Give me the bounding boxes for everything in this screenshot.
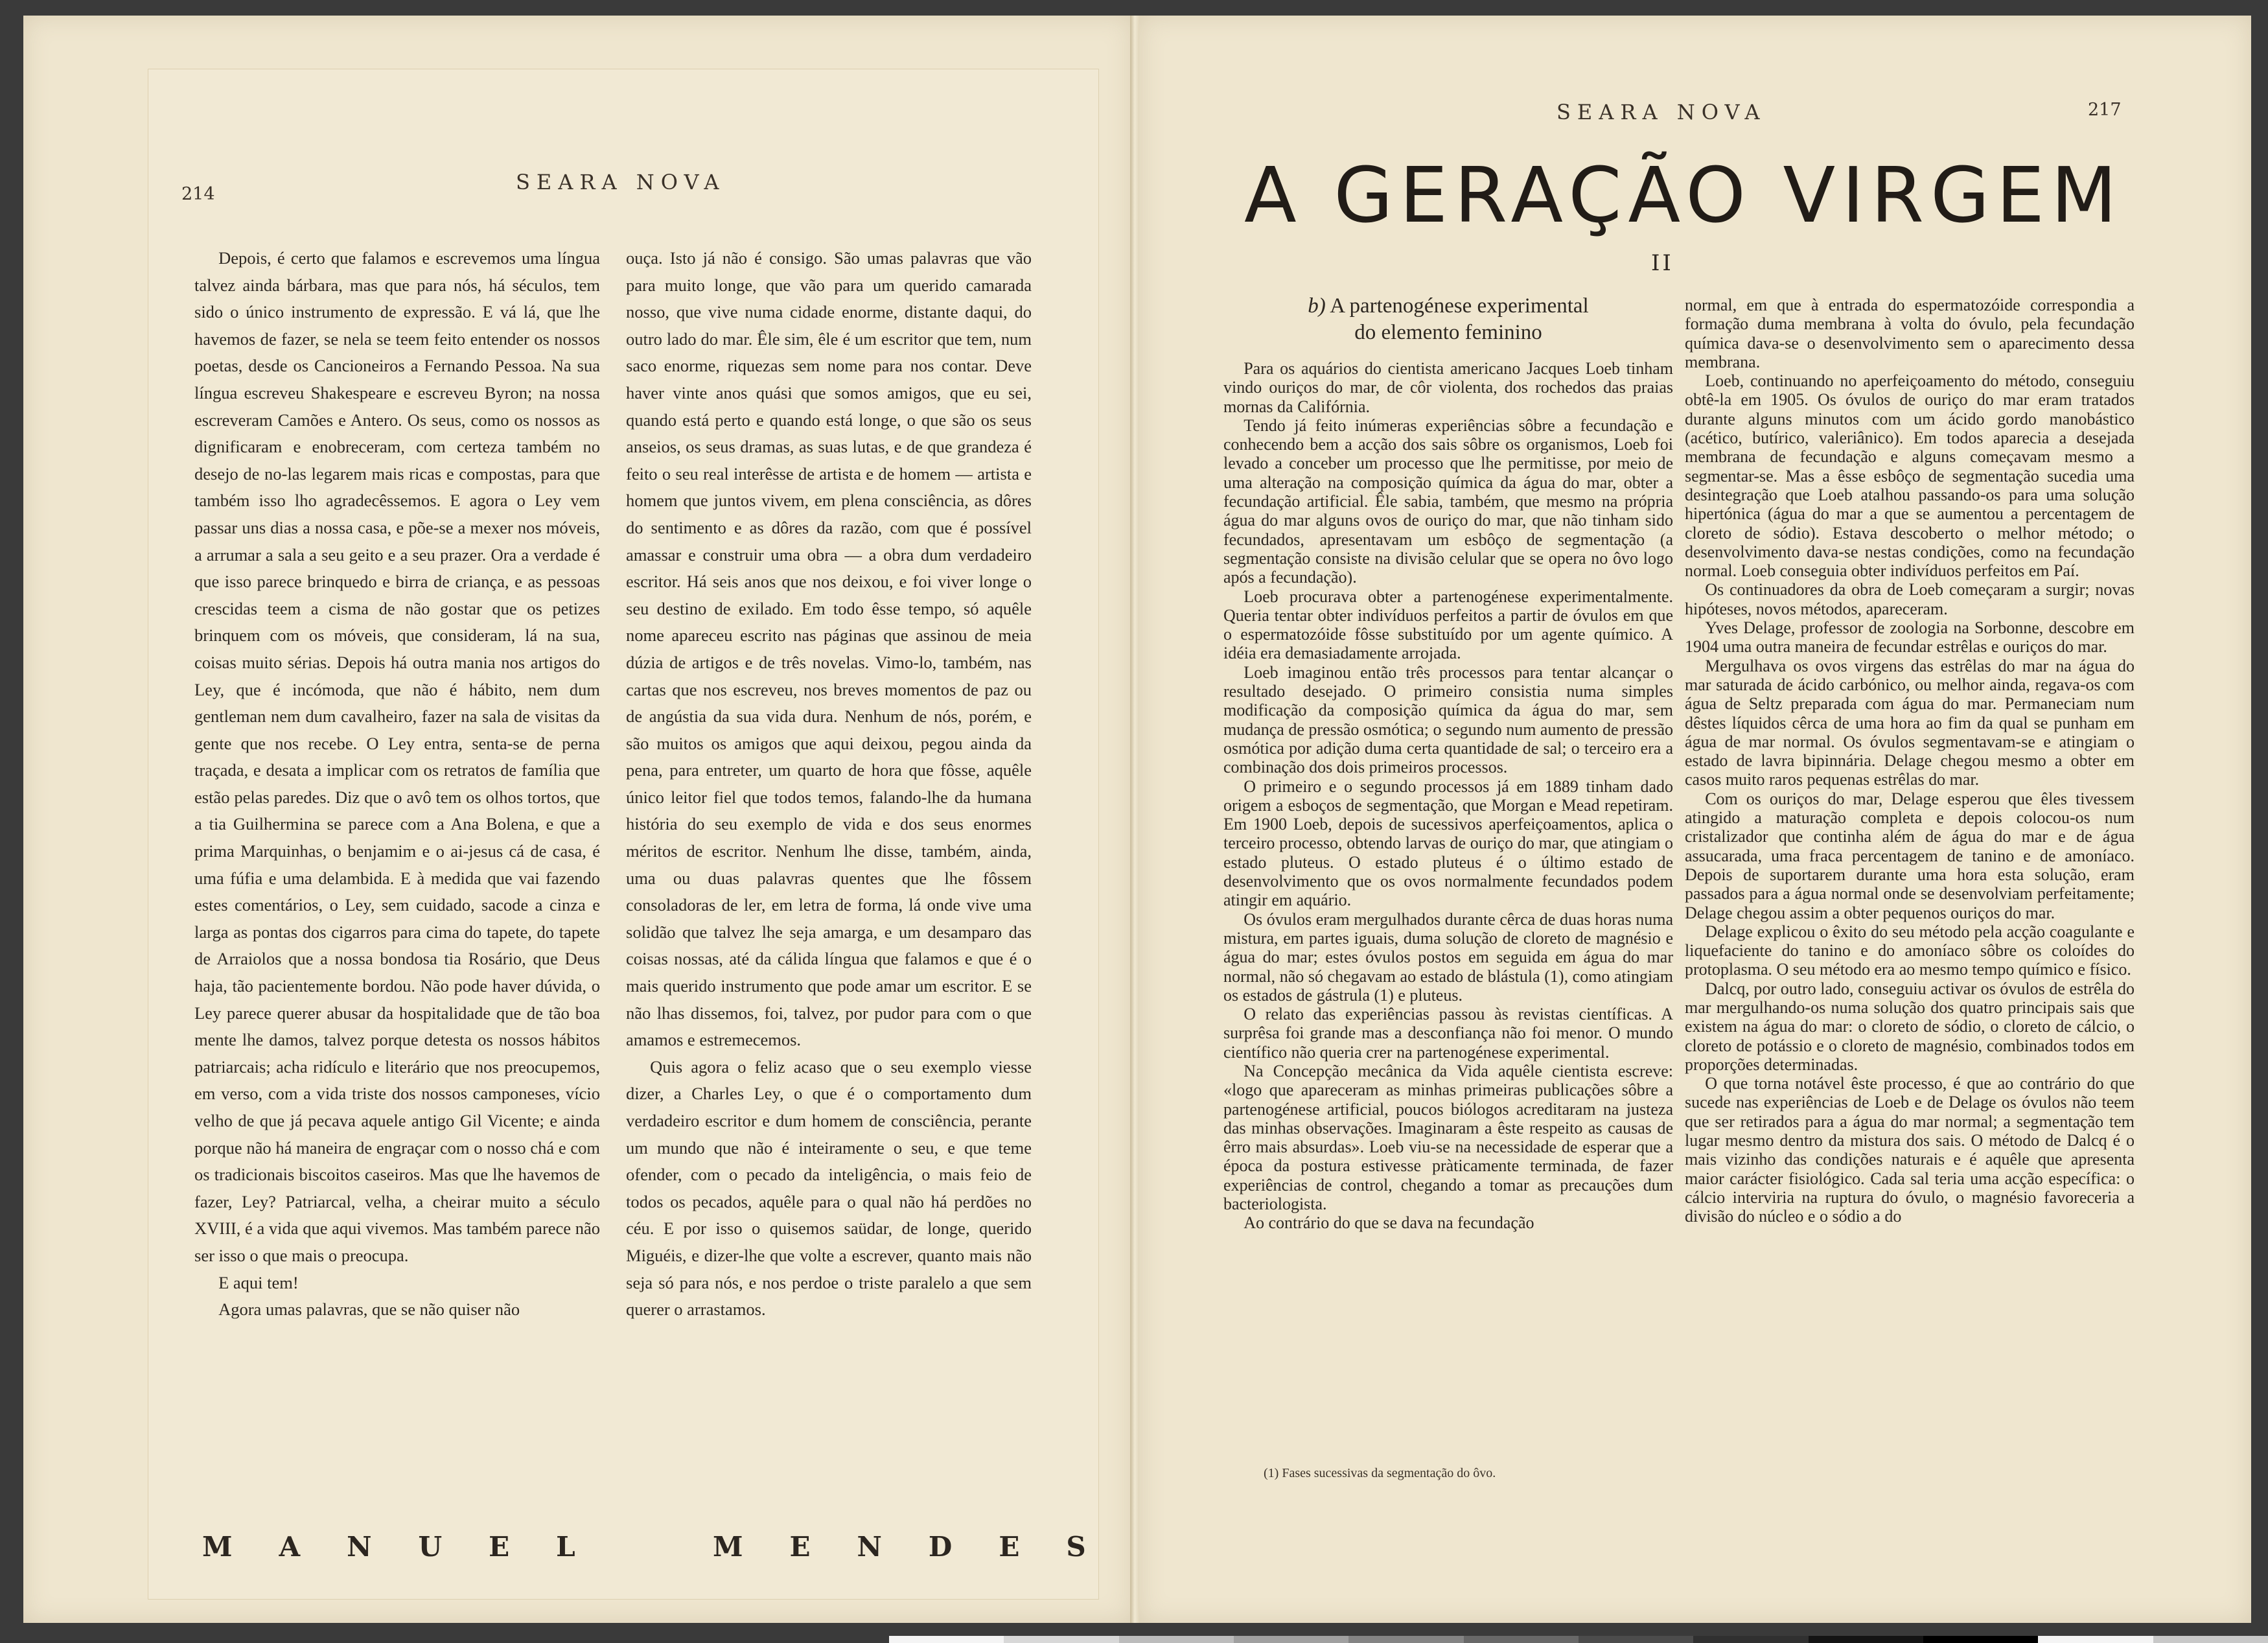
left-column-2 [626, 245, 1032, 1323]
paragraph: Yves Delage, professor de zoologia na Sorbonne, descobre em 1904 uma outra maneira de fecundar estrêlas e ouriços do mar. [1685, 618, 2135, 657]
paragraph: Os óvulos eram mergulhados durante cêrca de duas horas numa mistura, em partes iguais, duma solução de cloreto de magnésio e água do mar; estes óvulos postos em seguida em água do mar normal, não só chegavam ao estado de blástula (1), como atingiam os estados de gástrula (1) e pluteus. [1223, 909, 1673, 1005]
left-running-head: SEARA NOVA [516, 170, 726, 194]
paragraph: Dalcq, por outro lado, conseguiu activar os óvulos de estrêla do mar mergulhando-os numa solução dos quatro principais sais que existem na água do mar: o cloreto de sódio, o cloreto de cálcio, o cloreto de potássio e o cloreto de magnésio, combinados todos em proporções determinadas. [1685, 979, 2135, 1074]
paragraph: normal, em que à entrada do espermatozóide correspondia a formação duma membrana à volta do óvulo, pela fecundação química dava-se o desenvolvimento sem o aparecimento dessa membrana. [1685, 296, 2135, 371]
section-heading-line-1: A partenogénese experimental [1330, 294, 1589, 318]
paragraph: Mergulhava os ovos virgens das estrêlas do mar na água do mar saturada de ácido carbónico, ou melhor ainda, regava-os com água de Seltz preparada com água do mar. Permaneciam num dêstes líquidos cêrca de uma hora ao fim da qual se punham em água de mar normal. Os óvulos segmentavam-se e atingiam o estado de lavra bipinnária. Delage chegou mesmo a obter em casos muito raros pequenas estrêlas do mar. [1685, 656, 2135, 789]
article-title: A GERAÇÃO VIRGEM [1244, 150, 2123, 240]
paragraph: Loeb, continuando no aperfeiçoamento do método, conseguiu obtê-la em 1905. Os óvulos de ouriço do mar eram tratados durante alguns minutos com um ácido gordo manobástico (acético, butírico, valeriânico). Em todos aparecia a desejada membrana de fecundação e alguns começavam mesmo a segmentar-se. Mas a êsse esbôço de segmentação sucedia uma desintegração que Loeb atalhou passando-os para uma solução hipertónica (água do mar a que se aumentou a percentagem de cloreto de sódio). Estava descoberto o melhor método; o desenvolvimento dava-se nestas condições, como na fecundação normal. Loeb conseguia obter indivíduos perfeitos em Paí. [1685, 371, 2135, 581]
paragraph: O que torna notável êste processo, é que ao contrário do que sucede nas experiências de Loeb e de Delage os óvulos não teem que ser retirados para a água do mar normal; a segmentação tem lugar mesmo dentro da mistura dos sais. O método de Dalcq é o mais vizinho das condições naturais e é aquêle que apresenta maior carácter fisiológico. Cada sal teria uma acção específica: o cálcio interviria na ruptura do óvulo, o magnésio favoreceria a divisão do núcleo e o sódio a do [1685, 1074, 2135, 1226]
signature-first-name: MANUEL [202, 1531, 622, 1563]
signature-last-name: MENDES [713, 1531, 1133, 1563]
paragraph: O relato das experiências passou às revistas científicas. A surprêsa foi grande mas a desconfiança não foi menor. O mundo científico não queria crer na partenogénese experimental. [1223, 1005, 1673, 1062]
right-column-1 [1223, 293, 1673, 1233]
paragraph: O primeiro e o segundo processos já em 1889 tinham dado origem a esboços de segmentação, que Morgan e Mead repetiram. Em 1900 Loeb, depois de sucessivos aperfeiçoamentos, aplica o terceiro processo, obtendo larvas de ouriço do mar, que atingiam o estado pluteus. O estado pluteus é o último estado de desenvolvimento que os ovos normalmente fecundados podem atingir em aquário. [1223, 776, 1673, 910]
paragraph: Quis agora o feliz acaso que o seu exemplo viesse dizer, a Charles Ley, o que é o comportamento dum verdadeiro escritor e dum homem de consciência, perante um mundo que não é inteiramente o seu, e que teme ofender, com o pecado da inteligência, o mais feio de todos os pecados, aquêle para o qual não há perdões no céu. E por isso o quisemos saüdar, de longe, querido Miguéis, e dizer-lhe que volte a escrever, quanto mais não seja só para nós, e nos perdoe o triste paralelo a que sem querer o arrastamos. [626, 1056, 1032, 1320]
right-running-head: SEARA NOVA [1556, 100, 1766, 124]
paragraph: Para os aquários do cientista americano Jacques Loeb tinham vindo ouriços do mar, de côr violenta, dos rochedos das praias mornas da Califórnia. [1223, 359, 1673, 416]
paragraph: Loeb imaginou então três processos para tentar alcançar o resultado desejado. O primeiro consistia numa simples modificação da composição química da água do mar, sem mudança de pressão osmótica; o segundo num aumento de pressão osmótica por adição duma certa quantidade de sal; o terceiro era a combinação dos dois primeiros processos. [1223, 662, 1673, 777]
paragraph: Ao contrário do que se dava na fecundação [1244, 1213, 1534, 1233]
paragraph: Agora umas palavras, que se não quiser não [218, 1299, 520, 1320]
color-calibration-strip [889, 1636, 2268, 1643]
paragraph: ouça. Isto já não é consigo. São umas palavras que vão para muito longe, que vão para um querido camarada nosso, que vive numa cidade enorme, distante daqui, do outro lado do mar. Êle sim, êle é um escritor que tem, num saco enorme, riquezas sem nome para nos contar. Deve haver vinte anos quási que somos amigos, que eu sei, quando está perto e quando está longe, o que são os seus anseios, os seus dramas, as suas lutas, e de que grandeza é feito o seu real interêsse de artista e de homem — artista e homem que juntos vivem, em plena consciência, as dôres do sentimento e as dôres da razão, com que é possível amassar e construir uma obra — a obra dum verdadeiro escritor. Há seis anos que nos deixou, e foi viver longe o seu destino de exilado. Em todo êsse tempo, só aquêle nome apareceu escrito nas páginas que assinou de meia dúzia de artigos e de três novelas. Vimo-lo, também, nas cartas que nos escreveu, nos breves momentos de paz ou de angústia da sua vida dura. Nenhum de nós, porém, e são muitos os amigos que aqui deixou, pegou ainda da pena, para entreter, um quarto de hora que fôsse, aquêle único leitor fiel que todos temos, falando-lhe da humana história do seu exemplo de vida e dos seus enormes méritos de escritor. Nenhum lhe disse, também, ainda, uma ou duas palavras quentes que lhe fôssem consoladoras de ler, em letra de forma, lá onde vive uma solidão que talvez lhe seja amarga, e um desamparo das coisas nossas, até da cálida língua que falamos e que é o mais querido instrumento que pode amar um escritor. E se não lhas dissemos, foi, talvez, por pudor para com o que amamos e estremecemos. [626, 248, 1032, 1050]
right-page-number: 217 [2088, 100, 2122, 120]
section-heading [1223, 293, 1673, 346]
section-heading-line-2: do elemento feminino [1354, 321, 1542, 344]
right-column-2 [1685, 296, 2135, 1226]
footnote: (1) Fases sucessivas da segmentação do ôvo. [1264, 1466, 1496, 1480]
left-page-number: 214 [181, 184, 215, 204]
part-number: II [1651, 250, 1674, 276]
left-column-1 [194, 245, 600, 1323]
section-letter: b) [1308, 294, 1326, 318]
paragraph: Tendo já feito inúmeras experiências sôbre a fecundação e conhecendo bem a acção dos sais sôbre os organismos, Loeb foi levado a conceber um processo que lhe permitisse, por meio de uma alteração na composição química da água do mar, obter a fecundação artificial. Êle sabia, também, que mesmo na própria água do mar alguns ovos de ouriço do mar, que não tinham sido fecundados, apresentavam um esbôço de segmentação (a segmentação consiste na divisão celular que se opera no ôvo logo após a fecundação). [1223, 415, 1673, 587]
paragraph: Loeb procurava obter a partenogénese experimentalmente. Queria tentar obter indivíduos perfeitos a partir de óvulos em que o espermatozóide fôsse substituído por um agente químico. A idéia era demasiadamente arrojada. [1223, 587, 1673, 663]
paragraph: E aqui tem! [218, 1272, 299, 1292]
paragraph: Com os ouriços do mar, Delage esperou que êles tivessem atingido a maturação completa e depois colocou-os num cristalizador que continha além de água do mar e de água assucarada, uma fraca percentagem de tanino e de amoníaco. Depois de suportarem durante uma hora esta solução, eram passados para a água normal onde se desenvolviam perfeitamente; Delage chegou assim a obter pequenos ouriços do mar. [1685, 789, 2135, 922]
paragraph: Na Concepção mecânica da Vida aquêle cientista escreve: «logo que apareceram as minhas primeiras publicações sôbre a partenogénese artificial, poucos biólogos acreditaram na justeza das minhas observações. Imaginaram a êste respeito as causas de êrro mais absurdas». Loeb viu-se na necessidade de esperar que a época da postura estivesse pràticamente terminada, de fazer experiências de control, chegando a tomar as precauções dum bacteriologista. [1223, 1061, 1673, 1214]
paragraph: Depois, é certo que falamos e escrevemos uma língua talvez ainda bárbara, mas que para nós, há séculos, tem sido o único instrumento de expressão. E vá lá, que lhe havemos de fazer, se nela se teem feito entender os nossos poetas, desde os Cancioneiros a Fernando Pessoa. Na sua língua escreveu Shakespeare e escreveu Byron; na nossa escreveram Camões e Antero. Os seus, como os nossos as dignificaram e enobreceram, com certeza também no desejo de no-las legarem mais ricas e compostas, para que também isso lho agradecêssemos. E agora o Ley vem passar uns dias a nossa casa, e põe-se a mexer nos móveis, a arrumar a sala a seu geito e a seu prazer. Ora a verdade é que isso parece brinquedo e birra de criança, e as pessoas crescidas teem a cisma de não gostar que os petizes brinquem com os móveis, que consideram, lá na sua, coisas muito sérias. Depois há outra mania nos artigos do Ley, que é incómoda, que não é hábito, nem dum gentleman nem dum cavalheiro, fazer na sala de visitas da gente que nos recebe. O Ley entra, senta-se de perna traçada, e desata a implicar com os retratos de família que estão pelas paredes. Diz que o avô tem os olhos tortos, que a tia Guilhermina se parece com a Ana Bolena, e que a prima Marquinhas, o benjamim e o ai-jesus cá de casa, é uma fúfia e uma delambida. E à medida que vai fazendo estes comentários, o Ley, sem cuidado, sacode a cinza e larga as pontas dos cigarros para cima do tapete, do tapete de Arraiolos que a nossa bondosa tia Rosário, que Deus haja, tão pacientemente bordou. Não pode haver dúvida, o Ley parece querer abusar da hospitalidade que de tão boa mente lhe damos, talvez porque detesta os nossos hábitos patriarcais; acha ridículo e literário que nos preocupemos, em verso, com a vida triste dos nossos camponeses, vício velho de que já pecava aquele antigo Gil Vicente; e ainda porque não há maneira de engraçar com o nosso chá e com os tradicionais biscoitos caseiros. Mas que lhe havemos de fazer, Ley? Patriarcal, velha, a cheirar muito a século XVIII, é a vida que aqui vivemos. Mas também parece não ser isso o que mais o preocupa. [194, 248, 600, 1265]
paragraph: Os continuadores da obra de Loeb começaram a surgir; novas hipóteses, novos métodos, apareceram. [1685, 580, 2135, 618]
paragraph: Delage explicou o êxito do seu método pela acção coagulante e liquefaciente do tanino e do amoníaco sôbre os coloídes do protoplasma. O seu método era ao mesmo tempo químico e físico. [1685, 922, 2135, 979]
